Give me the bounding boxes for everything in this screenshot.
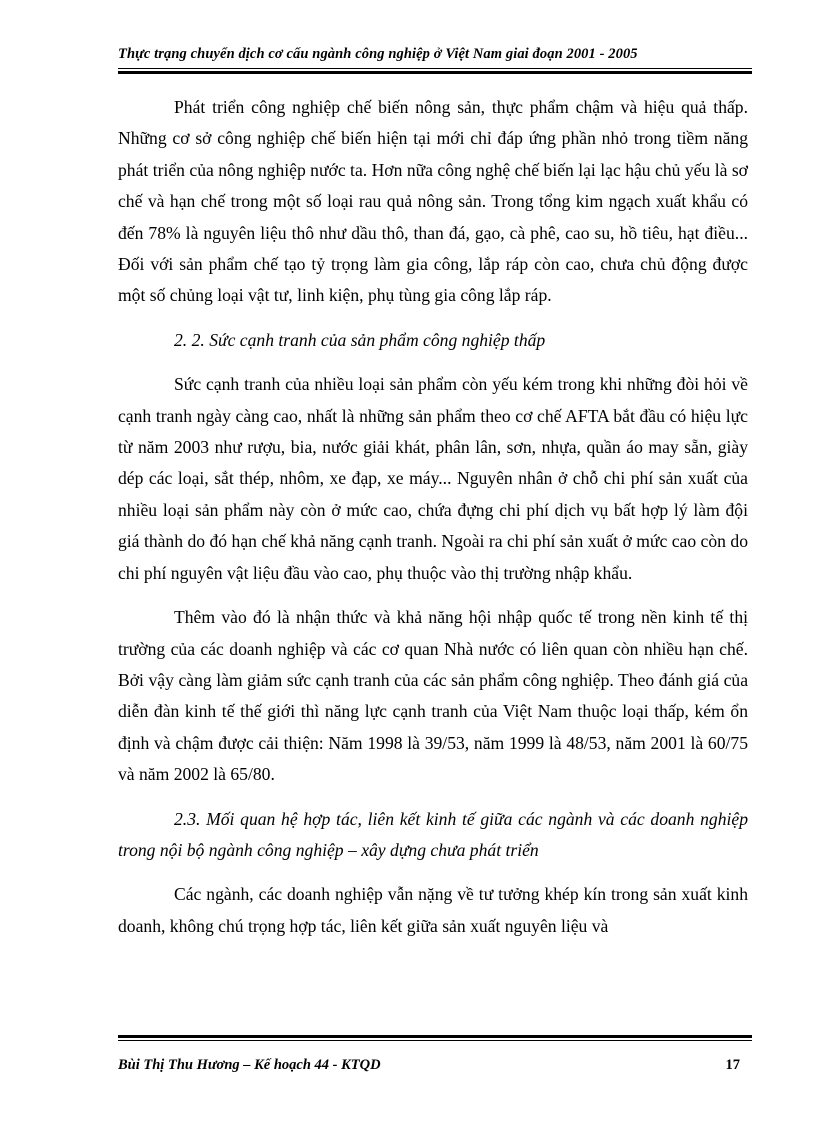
- header-rule-thick: [118, 71, 752, 74]
- page-header: [118, 46, 752, 74]
- footer-author: Bùi Thị Thu Hương – Kế hoạch 44 - KTQD: [118, 1057, 381, 1073]
- page-footer: [118, 1035, 752, 1074]
- section-heading: 2.3. Mối quan hệ hợp tác, liên kết kinh tế giữa các ngành và các doanh nghiệp trong nội bộ ngành công nghiệp – xây dựng chưa phát triển: [118, 808, 748, 860]
- footer-row: [118, 1057, 752, 1074]
- footer-rule-thin: [118, 1040, 752, 1041]
- header-rule-thin: [118, 68, 752, 69]
- body-paragraph: Phát triển công nghiệp chế biến nông sản, thực phẩm chậm và hiệu quả thấp. Những cơ sở công nghiệp chế biến hiện tại mới chỉ đáp ứng phần nhỏ trong tiềm năng phát triển của nông nghiệp nước ta. Hơn nữa công nghệ chế biến lại lạc hậu chủ yếu là sơ chế và hạn chế trong một số loại rau quả nông sản. Trong tổng kim ngạch xuất khẩu có đến 78% là nguyên liệu thô như dầu thô, than đá, gạo, cà phê, cao su, hồ tiêu, hạt điều... Đối với sản phẩm chế tạo tỷ trọng làm gia công, lắp ráp còn cao, chưa chủ động được một số chủng loại vật tư, linh kiện, phụ tùng gia công lắp ráp.: [118, 97, 748, 306]
- header-title: Thực trạng chuyển dịch cơ cấu ngành công nghiệp ở Việt Nam giai đoạn 2001 - 2005: [118, 46, 638, 62]
- page-number: 17: [725, 1057, 740, 1073]
- footer-rule-thick: [118, 1035, 752, 1038]
- body-paragraph: Các ngành, các doanh nghiệp vẫn nặng về tư tưởng khép kín trong sản xuất kinh doanh, không chú trọng hợp tác, liên kết giữa sản xuất nguyên liệu và: [118, 884, 748, 936]
- document-body: [118, 92, 748, 955]
- body-paragraph: Sức cạnh tranh của nhiều loại sản phẩm còn yếu kém trong khi những đòi hỏi về cạnh tranh ngày càng cao, nhất là những sản phẩm theo cơ chế AFTA bắt đầu có hiệu lực từ năm 2003 như rượu, bia, nước giải khát, phân lân, sơn, nhựa, quần áo may sẵn, giày dép các loại, sắt thép, nhôm, xe đạp, xe máy... Nguyên nhân ở chỗ chi phí sản xuất của nhiều loại sản phẩm này còn ở mức cao, chứa đựng chi phí dịch vụ bất hợp lý làm đội giá thành do đó hạn chế khả năng cạnh tranh. Ngoài ra chi phí sản xuất ở mức cao còn do chi phí nguyên vật liệu đầu vào cao, phụ thuộc vào thị trường nhập khẩu.: [118, 374, 748, 583]
- body-paragraph: Thêm vào đó là nhận thức và khả năng hội nhập quốc tế trong nền kinh tế thị trường của các doanh nghiệp và các cơ quan Nhà nước có liên quan còn nhiều hạn chế. Bởi vậy càng làm giảm sức cạnh tranh của các sản phẩm công nghiệp. Theo đánh giá của diễn đàn kinh tế thế giới thì năng lực cạnh tranh của Việt Nam thuộc loại thấp, kém ổn định và chậm được cải thiện: Năm 1998 là 39/53, năm 1999 là 48/53, năm 2001 là 60/75 và năm 2002 là 65/80.: [118, 607, 748, 785]
- section-heading: 2. 2. Sức cạnh tranh của sản phẩm công nghiệp thấp: [174, 329, 546, 350]
